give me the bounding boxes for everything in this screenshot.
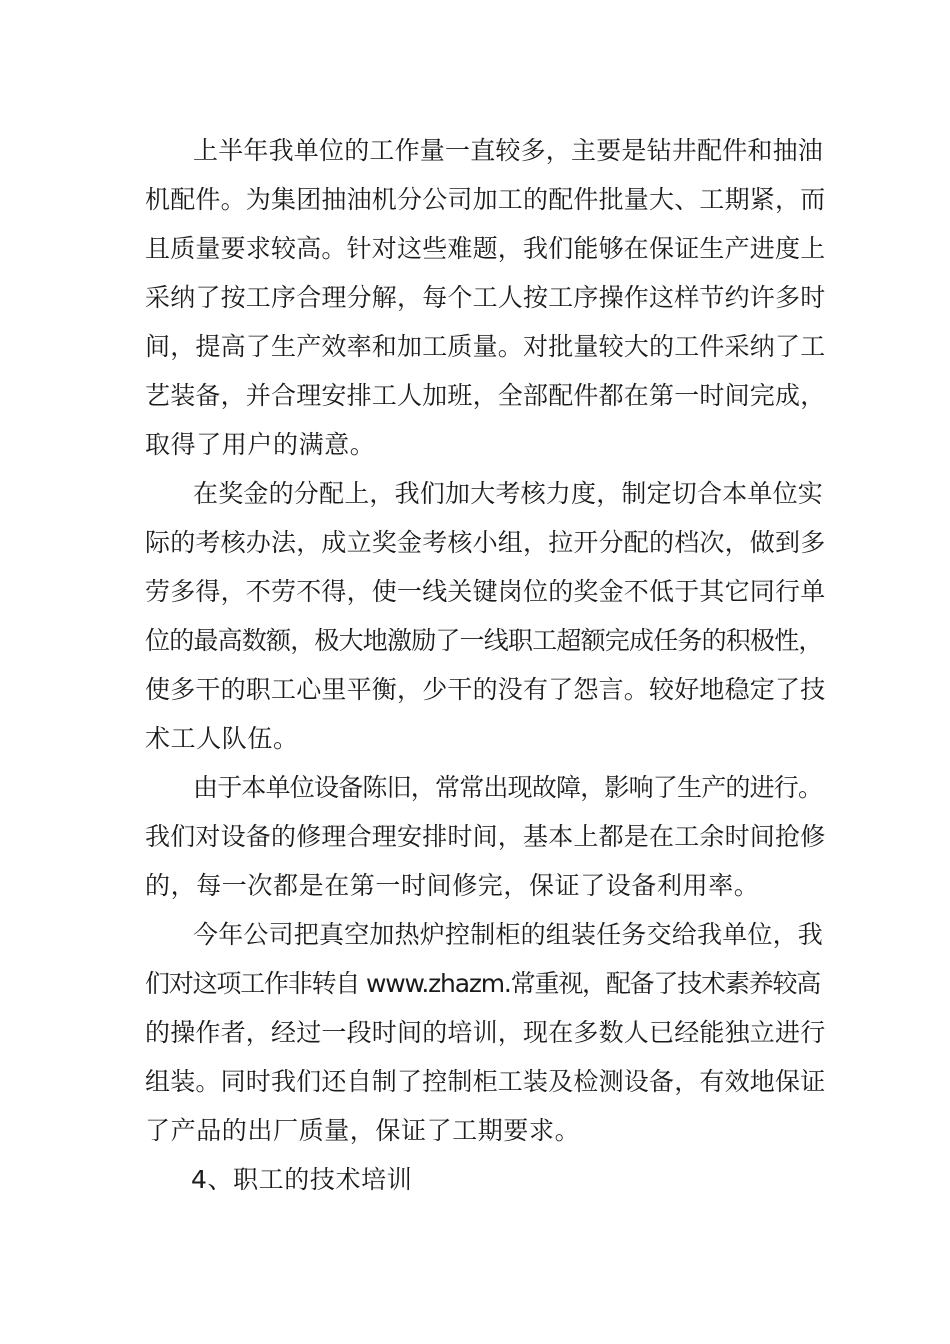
paragraph-line: 我们对设备的修理合理安排时间，基本上都是在工余时间抢修 (145, 822, 826, 851)
paragraph-line: 取得了用户的满意。 (145, 430, 376, 459)
paragraph-line: 使多干的职工心里平衡，少干的没有了怨言。较好地稳定了技 (145, 675, 826, 704)
paragraph-line: 采纳了按工序合理分解，每个工人按工序操作这样节约许多时 (145, 283, 826, 312)
paragraph-line: 的，每一次都是在第一时间修完，保证了设备利用率。 (145, 871, 760, 900)
paragraph-line: 的操作者，经过一段时间的培训，现在多数人已经能独立进行 (145, 1018, 826, 1047)
paragraph-line: 们对这项工作非转自 www.zhazm.常重视，配备了技术素养较高 (145, 969, 821, 998)
paragraph-line: 了产品的出厂质量，保证了工期要求。 (145, 1116, 581, 1145)
paragraph-line: 艺装备，并合理安排工人加班，全部配件都在第一时间完成， (145, 381, 826, 410)
paragraph-line: 劳多得，不劳不得，使一线关键岗位的奖金不低于其它同行单 (145, 577, 826, 606)
paragraph-production (145, 126, 825, 469)
paragraph-equipment (145, 763, 825, 910)
paragraph-line: 位的最高数额，极大地激励了一线职工超额完成任务的积极性， (145, 626, 823, 655)
paragraph-line: 且质量要求较高。针对这些难题，我们能够在保证生产进度上 (145, 234, 826, 263)
paragraph-bonus (145, 469, 825, 763)
paragraph-line: 组装。同时我们还自制了控制柜工装及检测设备，有效地保证 (145, 1067, 826, 1096)
paragraph-line: 今年公司把真空加热炉控制柜的组装任务交给我单位，我 (193, 920, 824, 949)
paragraph-line: 机配件。为集团抽油机分公司加工的配件批量大、工期紧，而 (145, 185, 826, 214)
paragraph-line: 际的考核办法，成立奖金考核小组，拉开分配的档次，做到多 (145, 528, 826, 557)
paragraph-control-cabinet (145, 910, 825, 1155)
section-heading: 4、职工的技术培训 (191, 1165, 413, 1194)
paragraph-line: 由于本单位设备陈旧，常常出现故障，影响了生产的进行。 (193, 773, 823, 802)
paragraph-line: 上半年我单位的工作量一直较多，主要是钻井配件和抽油 (193, 136, 824, 165)
paragraph-line: 在奖金的分配上，我们加大考核力度，制定切合本单位实 (193, 479, 824, 508)
paragraph-line: 术工人队伍。 (145, 724, 299, 753)
paragraph-line: 间，提高了生产效率和加工质量。对批量较大的工件采纳了工 (145, 332, 826, 361)
document-body (145, 126, 825, 1204)
